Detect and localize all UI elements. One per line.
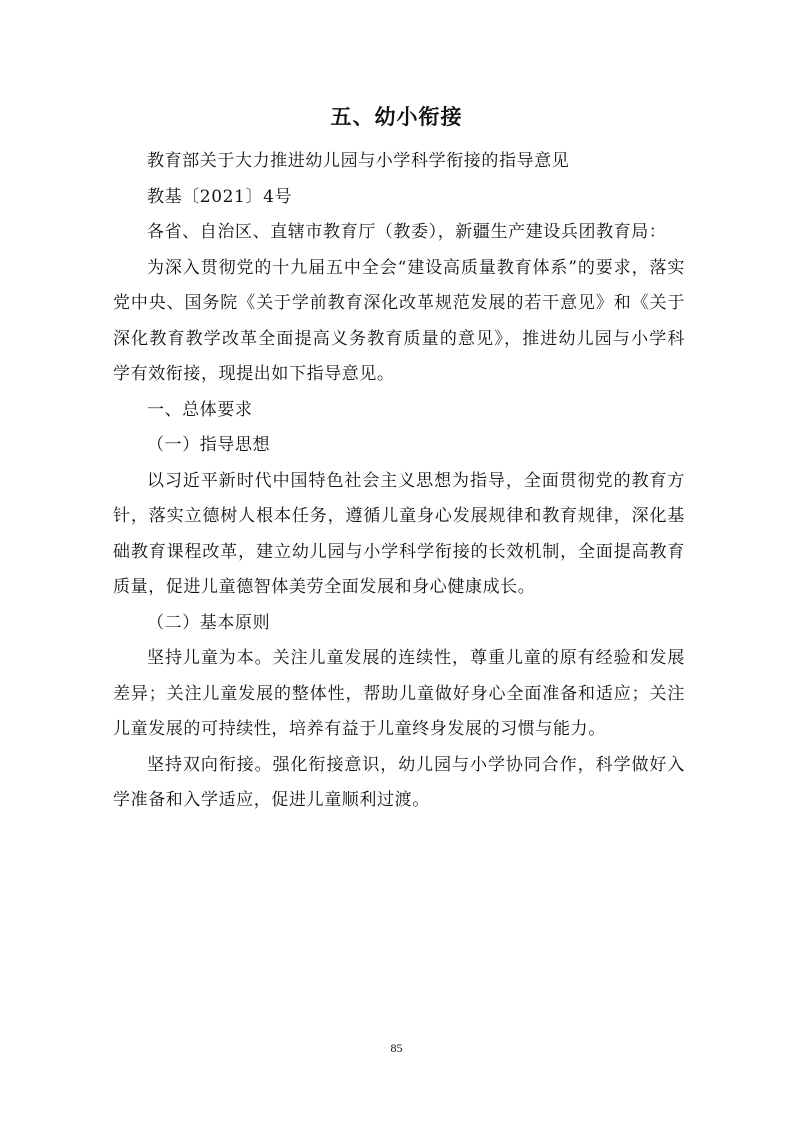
- two-way-connection-paragraph: 坚持双向衔接。强化衔接意识，幼儿园与小学协同合作，科学做好入学准备和入学适应，促进儿童顺利过渡。: [113, 754, 685, 810]
- heading-guiding-ideology: （一）指导思想: [147, 435, 271, 455]
- page-number: 85: [390, 1041, 403, 1055]
- document-body: [113, 144, 685, 819]
- heading-basic-principles: （二）基本原则: [147, 612, 271, 633]
- document-number: 教基〔2021〕4号: [147, 186, 293, 207]
- guiding-ideology-paragraph: 以习近平新时代中国特色社会主义思想为指导，全面贯彻党的教育方针，落实立德树人根本任务，遵循儿童身心发展规律和教育规律，深化基础教育课程改革，建立幼儿园与小学科学衔接的长效机制，全面提高教育质量，促进儿童德智体美劳全面发展和身心健康成长。: [113, 470, 685, 597]
- section-title: 五、幼小衔接: [330, 105, 463, 129]
- child-centered-paragraph: 坚持儿童为本。关注儿童发展的连续性，尊重儿童的原有经验和发展差异；关注儿童发展的整体性，帮助儿童做好身心全面准备和适应；关注儿童发展的可持续性，培养有益于儿童终身发展的习惯与能力。: [113, 648, 685, 739]
- intro-paragraph: 为深入贯彻党的十九届五中全会“建设高质量教育体系”的要求，落实党中央、国务院《关于学前教育深化改革规范发展的若干意见》和《关于深化教育教学改革全面提高义务教育质量的意见》，推进幼儿园与小学科学有效衔接，现提出如下指导意见。: [113, 257, 685, 384]
- heading-general-requirements: 一、总体要求: [147, 399, 253, 420]
- notice-title: 教育部关于大力推进幼儿园与小学科学衔接的指导意见: [147, 151, 570, 171]
- addressee: 各省、自治区、直辖市教育厅（教委），新疆生产建设兵团教育局：: [147, 222, 667, 242]
